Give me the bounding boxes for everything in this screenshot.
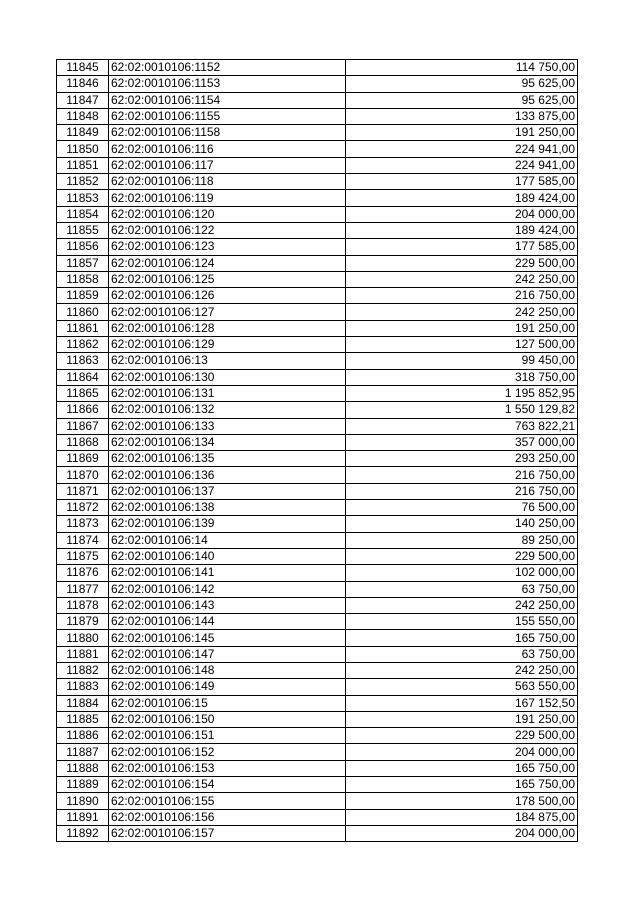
- cadastral-number-cell: 62:02:0010106:145: [109, 630, 346, 646]
- table-row: [57, 434, 578, 450]
- cadastral-value-cell: 1 550 129,82: [346, 402, 578, 418]
- cadastral-value-cell: 191 250,00: [346, 125, 578, 141]
- row-number-cell: 11892: [57, 825, 109, 841]
- cadastral-number-cell: 62:02:0010106:156: [109, 809, 346, 825]
- cadastral-number-cell: 62:02:0010106:148: [109, 662, 346, 678]
- cadastral-value-cell: 165 750,00: [346, 777, 578, 793]
- cadastral-number-cell: 62:02:0010106:153: [109, 760, 346, 776]
- cadastral-value-cell: 204 000,00: [346, 825, 578, 841]
- row-number-cell: 11879: [57, 614, 109, 630]
- table-row: [57, 288, 578, 304]
- row-number-cell: 11869: [57, 451, 109, 467]
- cadastral-value-table: [56, 59, 578, 842]
- cadastral-number-cell: 62:02:0010106:141: [109, 565, 346, 581]
- row-number-cell: 11863: [57, 353, 109, 369]
- cadastral-value-cell: 189 424,00: [346, 190, 578, 206]
- table-body: [57, 60, 578, 842]
- cadastral-number-cell: 62:02:0010106:15: [109, 695, 346, 711]
- cadastral-value-cell: 229 500,00: [346, 255, 578, 271]
- table-row: [57, 777, 578, 793]
- cadastral-value-cell: 229 500,00: [346, 728, 578, 744]
- cadastral-value-cell: 114 750,00: [346, 60, 578, 76]
- row-number-cell: 11885: [57, 711, 109, 727]
- cadastral-number-cell: 62:02:0010106:130: [109, 369, 346, 385]
- row-number-cell: 11868: [57, 434, 109, 450]
- table-row: [57, 483, 578, 499]
- row-number-cell: 11854: [57, 206, 109, 222]
- row-number-cell: 11870: [57, 467, 109, 483]
- cadastral-value-cell: 357 000,00: [346, 434, 578, 450]
- cadastral-value-cell: 242 250,00: [346, 597, 578, 613]
- cadastral-value-cell: 177 585,00: [346, 239, 578, 255]
- cadastral-number-cell: 62:02:0010106:154: [109, 777, 346, 793]
- row-number-cell: 11865: [57, 385, 109, 401]
- cadastral-value-cell: 89 250,00: [346, 532, 578, 548]
- table-row: [57, 418, 578, 434]
- table-row: [57, 662, 578, 678]
- table-row: [57, 728, 578, 744]
- row-number-cell: 11890: [57, 793, 109, 809]
- table-row: [57, 548, 578, 564]
- row-number-cell: 11891: [57, 809, 109, 825]
- cadastral-number-cell: 62:02:0010106:117: [109, 157, 346, 173]
- table-row: [57, 222, 578, 238]
- row-number-cell: 11880: [57, 630, 109, 646]
- row-number-cell: 11862: [57, 337, 109, 353]
- table-row: [57, 646, 578, 662]
- row-number-cell: 11875: [57, 548, 109, 564]
- cadastral-value-cell: 216 750,00: [346, 467, 578, 483]
- row-number-cell: 11871: [57, 483, 109, 499]
- cadastral-value-cell: 224 941,00: [346, 141, 578, 157]
- row-number-cell: 11872: [57, 500, 109, 516]
- cadastral-number-cell: 62:02:0010106:123: [109, 239, 346, 255]
- table-row: [57, 174, 578, 190]
- cadastral-value-cell: 229 500,00: [346, 548, 578, 564]
- cadastral-number-cell: 62:02:0010106:131: [109, 385, 346, 401]
- row-number-cell: 11889: [57, 777, 109, 793]
- row-number-cell: 11852: [57, 174, 109, 190]
- row-number-cell: 11858: [57, 271, 109, 287]
- table-row: [57, 744, 578, 760]
- cadastral-number-cell: 62:02:0010106:1154: [109, 92, 346, 108]
- cadastral-value-cell: 763 822,21: [346, 418, 578, 434]
- table-row: [57, 679, 578, 695]
- row-number-cell: 11866: [57, 402, 109, 418]
- cadastral-number-cell: 62:02:0010106:155: [109, 793, 346, 809]
- cadastral-value-cell: 133 875,00: [346, 108, 578, 124]
- table-row: [57, 597, 578, 613]
- cadastral-value-cell: 95 625,00: [346, 92, 578, 108]
- cadastral-value-cell: 318 750,00: [346, 369, 578, 385]
- row-number-cell: 11853: [57, 190, 109, 206]
- cadastral-value-cell: 167 152,50: [346, 695, 578, 711]
- row-number-cell: 11874: [57, 532, 109, 548]
- table-row: [57, 793, 578, 809]
- row-number-cell: 11878: [57, 597, 109, 613]
- cadastral-number-cell: 62:02:0010106:128: [109, 320, 346, 336]
- row-number-cell: 11847: [57, 92, 109, 108]
- cadastral-number-cell: 62:02:0010106:13: [109, 353, 346, 369]
- cadastral-value-cell: 177 585,00: [346, 174, 578, 190]
- table-row: [57, 206, 578, 222]
- row-number-cell: 11873: [57, 516, 109, 532]
- cadastral-number-cell: 62:02:0010106:129: [109, 337, 346, 353]
- table-row: [57, 467, 578, 483]
- row-number-cell: 11856: [57, 239, 109, 255]
- cadastral-number-cell: 62:02:0010106:14: [109, 532, 346, 548]
- table-row: [57, 614, 578, 630]
- cadastral-number-cell: 62:02:0010106:122: [109, 222, 346, 238]
- table-row: [57, 369, 578, 385]
- row-number-cell: 11887: [57, 744, 109, 760]
- row-number-cell: 11881: [57, 646, 109, 662]
- table-row: [57, 108, 578, 124]
- row-number-cell: 11884: [57, 695, 109, 711]
- cadastral-value-cell: 178 500,00: [346, 793, 578, 809]
- row-number-cell: 11857: [57, 255, 109, 271]
- cadastral-number-cell: 62:02:0010106:1155: [109, 108, 346, 124]
- table-row: [57, 92, 578, 108]
- cadastral-value-cell: 204 000,00: [346, 744, 578, 760]
- row-number-cell: 11861: [57, 320, 109, 336]
- table-row: [57, 825, 578, 841]
- cadastral-number-cell: 62:02:0010106:150: [109, 711, 346, 727]
- cadastral-value-cell: 184 875,00: [346, 809, 578, 825]
- row-number-cell: 11867: [57, 418, 109, 434]
- cadastral-number-cell: 62:02:0010106:127: [109, 304, 346, 320]
- cadastral-number-cell: 62:02:0010106:126: [109, 288, 346, 304]
- cadastral-number-cell: 62:02:0010106:142: [109, 581, 346, 597]
- cadastral-value-cell: 140 250,00: [346, 516, 578, 532]
- table-row: [57, 760, 578, 776]
- cadastral-value-cell: 216 750,00: [346, 483, 578, 499]
- cadastral-number-cell: 62:02:0010106:138: [109, 500, 346, 516]
- table-row: [57, 255, 578, 271]
- cadastral-value-cell: 99 450,00: [346, 353, 578, 369]
- row-number-cell: 11886: [57, 728, 109, 744]
- cadastral-value-cell: 204 000,00: [346, 206, 578, 222]
- table-row: [57, 125, 578, 141]
- table-row: [57, 532, 578, 548]
- cadastral-number-cell: 62:02:0010106:1152: [109, 60, 346, 76]
- cadastral-value-cell: 165 750,00: [346, 760, 578, 776]
- cadastral-number-cell: 62:02:0010106:119: [109, 190, 346, 206]
- table-row: [57, 500, 578, 516]
- row-number-cell: 11882: [57, 662, 109, 678]
- cadastral-number-cell: 62:02:0010106:149: [109, 679, 346, 695]
- cadastral-value-cell: 1 195 852,95: [346, 385, 578, 401]
- cadastral-value-cell: 242 250,00: [346, 304, 578, 320]
- cadastral-number-cell: 62:02:0010106:143: [109, 597, 346, 613]
- row-number-cell: 11864: [57, 369, 109, 385]
- row-number-cell: 11855: [57, 222, 109, 238]
- cadastral-number-cell: 62:02:0010106:136: [109, 467, 346, 483]
- cadastral-value-cell: 155 550,00: [346, 614, 578, 630]
- cadastral-value-cell: 191 250,00: [346, 711, 578, 727]
- table-row: [57, 581, 578, 597]
- cadastral-number-cell: 62:02:0010106:135: [109, 451, 346, 467]
- row-number-cell: 11846: [57, 76, 109, 92]
- row-number-cell: 11859: [57, 288, 109, 304]
- cadastral-number-cell: 62:02:0010106:1158: [109, 125, 346, 141]
- cadastral-value-cell: 224 941,00: [346, 157, 578, 173]
- cadastral-value-cell: 242 250,00: [346, 271, 578, 287]
- cadastral-number-cell: 62:02:0010106:147: [109, 646, 346, 662]
- cadastral-value-cell: 127 500,00: [346, 337, 578, 353]
- cadastral-value-cell: 242 250,00: [346, 662, 578, 678]
- cadastral-value-cell: 216 750,00: [346, 288, 578, 304]
- table-row: [57, 76, 578, 92]
- cadastral-value-cell: 189 424,00: [346, 222, 578, 238]
- cadastral-number-cell: 62:02:0010106:140: [109, 548, 346, 564]
- table-row: [57, 337, 578, 353]
- table-row: [57, 711, 578, 727]
- table-row: [57, 304, 578, 320]
- table-row: [57, 695, 578, 711]
- cadastral-number-cell: 62:02:0010106:118: [109, 174, 346, 190]
- cadastral-value-cell: 191 250,00: [346, 320, 578, 336]
- cadastral-value-cell: 76 500,00: [346, 500, 578, 516]
- row-number-cell: 11849: [57, 125, 109, 141]
- cadastral-number-cell: 62:02:0010106:144: [109, 614, 346, 630]
- table-row: [57, 451, 578, 467]
- table-row: [57, 157, 578, 173]
- table-row: [57, 141, 578, 157]
- cadastral-value-cell: 563 550,00: [346, 679, 578, 695]
- cadastral-number-cell: 62:02:0010106:157: [109, 825, 346, 841]
- cadastral-number-cell: 62:02:0010106:132: [109, 402, 346, 418]
- cadastral-number-cell: 62:02:0010106:116: [109, 141, 346, 157]
- table-row: [57, 320, 578, 336]
- cadastral-value-cell: 293 250,00: [346, 451, 578, 467]
- table-row: [57, 402, 578, 418]
- cadastral-value-cell: 165 750,00: [346, 630, 578, 646]
- row-number-cell: 11888: [57, 760, 109, 776]
- table-row: [57, 809, 578, 825]
- table-row: [57, 630, 578, 646]
- cadastral-value-cell: 95 625,00: [346, 76, 578, 92]
- table-row: [57, 385, 578, 401]
- cadastral-number-cell: 62:02:0010106:133: [109, 418, 346, 434]
- cadastral-number-cell: 62:02:0010106:152: [109, 744, 346, 760]
- row-number-cell: 11877: [57, 581, 109, 597]
- cadastral-number-cell: 62:02:0010106:124: [109, 255, 346, 271]
- row-number-cell: 11848: [57, 108, 109, 124]
- table-row: [57, 353, 578, 369]
- table-row: [57, 239, 578, 255]
- cadastral-value-cell: 102 000,00: [346, 565, 578, 581]
- cadastral-number-cell: 62:02:0010106:125: [109, 271, 346, 287]
- row-number-cell: 11876: [57, 565, 109, 581]
- row-number-cell: 11850: [57, 141, 109, 157]
- cadastral-value-cell: 63 750,00: [346, 646, 578, 662]
- cadastral-number-cell: 62:02:0010106:151: [109, 728, 346, 744]
- table-row: [57, 516, 578, 532]
- table-row: [57, 60, 578, 76]
- cadastral-number-cell: 62:02:0010106:1153: [109, 76, 346, 92]
- row-number-cell: 11883: [57, 679, 109, 695]
- cadastral-number-cell: 62:02:0010106:120: [109, 206, 346, 222]
- row-number-cell: 11860: [57, 304, 109, 320]
- table-row: [57, 565, 578, 581]
- row-number-cell: 11845: [57, 60, 109, 76]
- cadastral-value-cell: 63 750,00: [346, 581, 578, 597]
- cadastral-number-cell: 62:02:0010106:139: [109, 516, 346, 532]
- cadastral-number-cell: 62:02:0010106:137: [109, 483, 346, 499]
- table-row: [57, 271, 578, 287]
- cadastral-number-cell: 62:02:0010106:134: [109, 434, 346, 450]
- row-number-cell: 11851: [57, 157, 109, 173]
- table-row: [57, 190, 578, 206]
